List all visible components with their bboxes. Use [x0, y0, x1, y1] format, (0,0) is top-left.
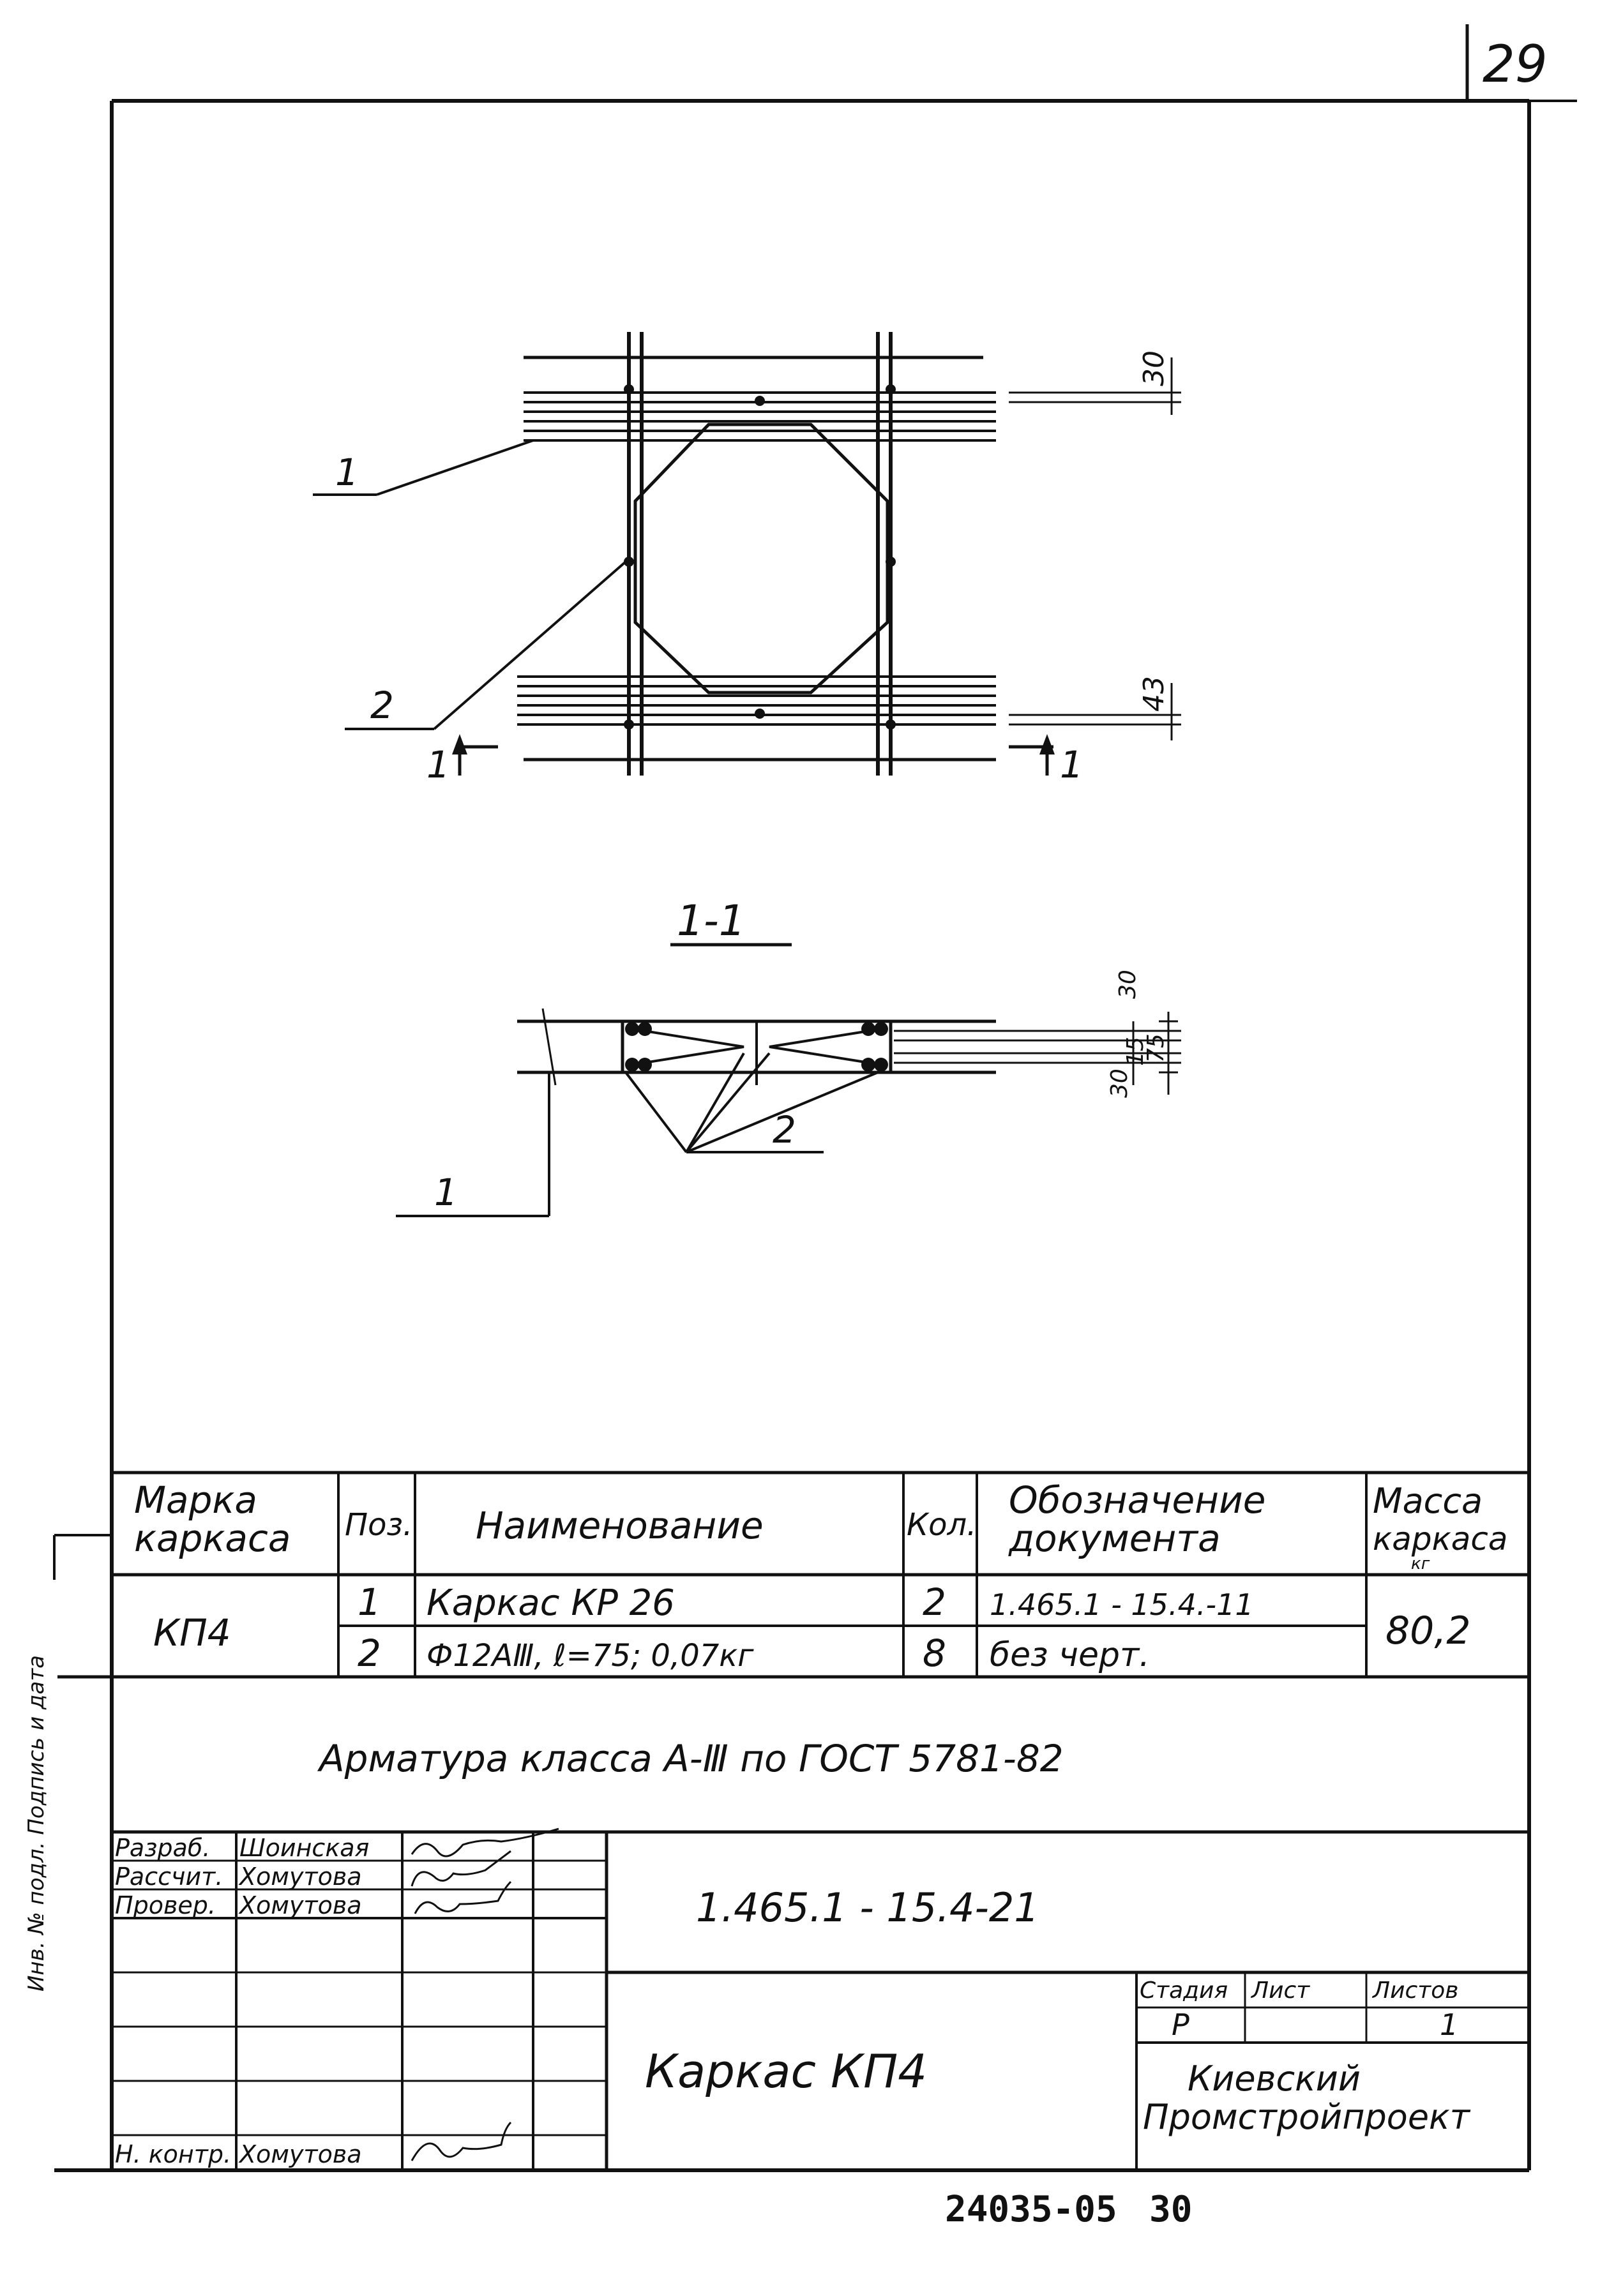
stage-value: Р [1172, 2007, 1189, 2042]
cut-label-left: 1 [426, 743, 450, 786]
role-3: Провер. [115, 1891, 216, 1919]
cut-label-right: 1 [1060, 743, 1083, 786]
header-mass-line1: Масса [1373, 1481, 1483, 1521]
header-doc-line1: Обозначение [1009, 1478, 1266, 1522]
plan-dim-30: 30 [1138, 350, 1170, 386]
header-name: Наименование [476, 1504, 764, 1547]
section-cut-left [426, 734, 498, 786]
sheets-value: 1 [1440, 2007, 1459, 2042]
row1-qty: 2 [923, 1580, 946, 1624]
bottom-code [945, 2189, 1192, 2230]
stage-label: Стадия [1140, 1977, 1228, 2004]
header-mass-line2: каркаса [1373, 1520, 1508, 1557]
row1-doc: 1.465.1 - 15.4.-11 [990, 1587, 1254, 1622]
section-cut-right [1009, 734, 1083, 786]
section-label-1: 1 [434, 1171, 458, 1214]
plan-dimension-bottom [1009, 676, 1181, 740]
section-dim-30-top: 30 [1115, 970, 1141, 999]
section-dimensions [1106, 970, 1178, 1098]
plan-label-2: 2 [370, 684, 394, 727]
mark-value: КП4 [153, 1611, 231, 1654]
section-title: 1-1 [677, 896, 746, 945]
spec-table [57, 1473, 1529, 1832]
name-2: Хомутова [239, 1863, 362, 1891]
side-label: Инв. № подл. Подпись и дата [24, 1655, 49, 1992]
sheets-label: Листов [1373, 1977, 1459, 2004]
row1-name: Каркас КР 26 [426, 1582, 675, 1624]
header-mark-line2: каркаса [134, 1517, 291, 1560]
plan-octagon-stirrup [635, 424, 887, 693]
sheet-label: Лист [1251, 1977, 1310, 2004]
side-annotation [24, 1535, 112, 1992]
reinforcement-note: Арматура класса А-Ⅲ по ГОСТ 5781-82 [319, 1737, 1064, 1780]
row2-pos: 2 [358, 1632, 381, 1675]
header-doc-line2: документа [1009, 1517, 1221, 1560]
row2-doc: без черт. [990, 1636, 1150, 1674]
page-number-corner [1467, 24, 1577, 102]
plan-leader-1 [313, 440, 533, 495]
bottom-code-value: 24035-05 [945, 2189, 1117, 2230]
doc-code: 1.465.1 - 15.4-21 [696, 1884, 1039, 1931]
plan-dimension-top [1009, 350, 1181, 415]
signature-marks [412, 1829, 559, 2161]
org-line2: Промстройпроект [1143, 2097, 1470, 2137]
plan-view [313, 332, 1181, 786]
row1-pos: 1 [358, 1580, 381, 1624]
org-line1: Киевский [1188, 2059, 1361, 2099]
plan-label-1: 1 [335, 451, 359, 494]
section-label-2: 2 [773, 1108, 796, 1152]
section-dim-75: 75 [1143, 1033, 1169, 1063]
role-2: Рассчит. [115, 1863, 223, 1891]
row2-name: Ф12АⅢ, ℓ=75; 0,07кг [426, 1638, 754, 1674]
plan-bottom-bars [517, 677, 996, 760]
section-leader-2 [626, 1053, 878, 1152]
plan-leader-2 [345, 562, 626, 729]
row2-qty: 8 [923, 1632, 946, 1675]
header-mass-unit: кг [1411, 1554, 1430, 1573]
plan-dim-43: 43 [1138, 676, 1170, 712]
name-1: Шоинская [239, 1834, 370, 1862]
name-7: Хомутова [239, 2140, 362, 2168]
page-number: 29 [1483, 34, 1548, 94]
mass-value: 80,2 [1385, 1609, 1471, 1653]
name-3: Хомутова [239, 1891, 362, 1919]
section-dim-30-left: 30 [1106, 1069, 1133, 1098]
header-pos: Поз. [345, 1507, 413, 1543]
header-qty: Кол. [907, 1507, 977, 1543]
title-block [112, 1829, 1529, 2170]
bottom-code-number: 30 [1149, 2189, 1193, 2230]
role-1: Разраб. [115, 1834, 211, 1862]
header-mark-line1: Марка [134, 1478, 257, 1522]
section-dim-15: 15 [1122, 1037, 1149, 1066]
role-7: Н. контр. [115, 2140, 232, 2168]
section-view [396, 896, 1181, 1216]
section-leader-1 [396, 1072, 549, 1216]
drawing-title: Каркас КП4 [645, 2045, 928, 2098]
